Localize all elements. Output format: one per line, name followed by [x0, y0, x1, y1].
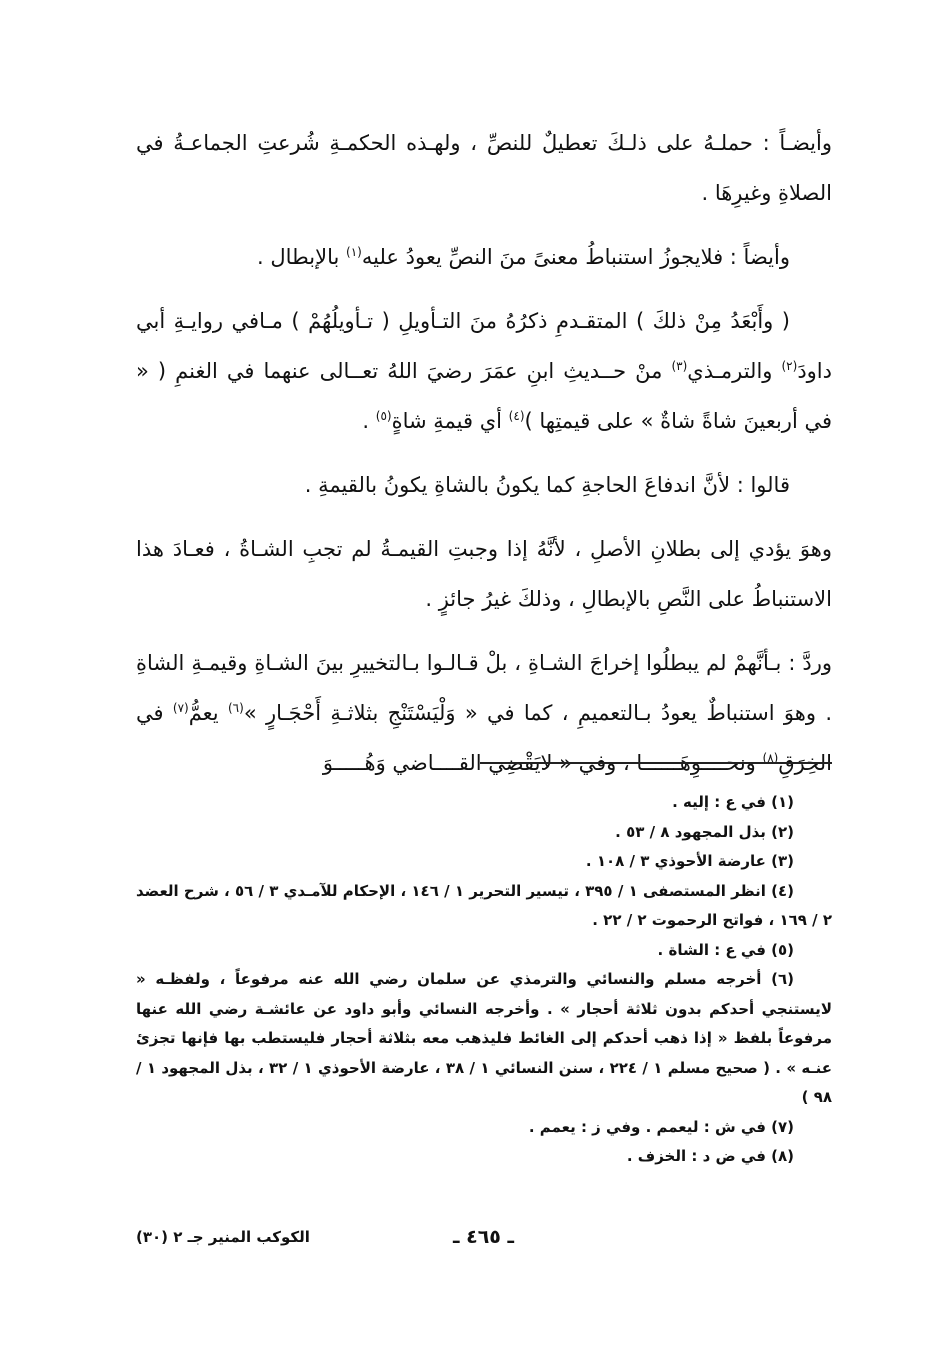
paragraph-text: منْ حــديثِ ابنِ عمَرَ رضيَ اللهُ تعــالى عنهما في الغنمِ ( « في أربعينَ شاةً شاةٌ » على قيمتِها ) — [136, 359, 832, 433]
footnotes — [136, 788, 832, 1172]
footnote-ref[interactable]: (٦) — [227, 701, 244, 715]
paragraph-text: ونحــــوِهَــــــا ، وفي « لايَقْضِي القــــاضي وَهُـــــوَ — [322, 751, 763, 775]
paragraph-text: والترمـذي — [687, 359, 782, 383]
footnote-1: (١) في ع : إليه . — [672, 793, 794, 811]
footnote-3: (٣) عارضة الأحوذي ٣ / ١٠٨ . — [585, 852, 794, 870]
footnote-ref[interactable]: (١) — [346, 245, 362, 259]
book-label: الكوكب المنير جـ ٢ (٣٠) — [136, 1228, 310, 1246]
paragraph-text: . — [362, 409, 376, 433]
paragraph-text: بالإبطال . — [257, 245, 347, 269]
paragraph-4 — [136, 460, 832, 510]
footnote-ref[interactable]: (٤) — [508, 409, 525, 423]
footnote-2: (٢) بذل المجهود ٨ / ٥٣ . — [615, 822, 794, 841]
paragraph-text: قالوا : لأنَّ اندفاعَ الحاجةِ كما يكونُ بالشاةِ يكونُ بالقيمةِ . — [304, 473, 790, 497]
page-number: ـ ٤٦٥ ـ — [452, 1226, 514, 1248]
page-footer — [136, 1226, 832, 1256]
footnote-ref[interactable]: (٥) — [375, 409, 392, 423]
paragraph-1 — [136, 118, 832, 218]
paragraph-6 — [136, 638, 832, 788]
footnote-ref[interactable]: (٣) — [671, 359, 688, 373]
paragraph-3 — [136, 296, 832, 446]
paragraph-text: وأيضـاً : حملـهُ على ذلـكَ تعطيلٌ للنصِّ ، ولهـذه الحكمـةِ شُرعتِ الجماعـةُ في الصلاةِ وغيرِهَا . — [136, 131, 832, 205]
paragraph-text: في الخِرَقِ — [136, 701, 832, 775]
paragraph-text: يعمُّ — [188, 701, 228, 725]
paragraph-text: ( وأَبْعَدُ مِنْ ذلكَ ) المتقـدمِ ذكرُهُ منَ التـأويلِ ( تـأويلُهُمْ ) مـافي روايـةِ أبي داودَ — [136, 309, 832, 383]
footnote-divider — [480, 762, 832, 764]
footnote-5: (٥) في ع : الشاة . — [657, 940, 794, 959]
paragraph-text: أي قيمةِ شاةٍ — [391, 409, 509, 433]
paragraph-text: وأيضاً : فلايجوزُ استنباطُ معنىً منَ النصِّ يعودُ عليه — [361, 245, 790, 269]
paragraph-2 — [136, 232, 832, 282]
footnote-6: (٦) أخرجه مسلم والنسائي والترمذي عن سلمان رضي الله عنه مرفوعاً ، ولفظـه « لايستنجي أحدكم بدون ثلاثة أحجار » . وأخرجه النسائي وأبو داود عن عائشـة رضي الله عنها مرفوعاً بلفظ « إذا ذهب أحدكم إلى الغائط فليذهب معه بثلاثة أحجار فليستطب بها فإنها تجزئ عنـه » . ( صحيح مسلم ١ / ٢٢٤ ، سنن النسائي ١ / ٣٨ ، عارضة الأحوذي ١ / ٣٢ ، بذل المجهود ١ / ٩٨ ) — [136, 970, 832, 1106]
footnote-7: (٧) في ش : ليعمم . وفي ز : يعمم . — [528, 1117, 794, 1136]
paragraph-5 — [136, 524, 832, 624]
main-text — [136, 118, 832, 788]
footnote-4: (٤) انظر المستصفى ١ / ٣٩٥ ، تيسير التحرير ١ / ١٤٦ ، الإحكام للآمـدي ٣ / ٥٦ ، شرح العضد ٢ / ١٦٩ ، فواتح الرحموت ٢ / ٢٢ . — [136, 881, 832, 929]
footnote-ref[interactable]: (٢) — [781, 359, 798, 373]
paragraph-text: وهوَ يؤدي إلى بطلانِ الأصلِ ، لأنَّهُ إذا وجبتِ القيمـةُ لم تجبِ الشـاةُ ، فعـادَ هذا الاستنباطُ على النَّصِ بالإبطالِ ، وذلكَ غيرُ جائزٍ . — [136, 537, 832, 611]
footnote-ref[interactable]: (٧) — [172, 701, 189, 715]
page-body — [136, 118, 832, 802]
footnote-ref[interactable]: (٨) — [762, 751, 779, 765]
paragraph-text: وردَّ : بـأنَّهمْ لم يبطلُوا إخراجَ الشـاةِ ، بلْ قـالـوا بـالتخييرِ بينَ الشـاةِ وقيمـةِ الشاةِ . وهوَ استنباطٌ يعودُ بـالتعميمِ ، كما في « وَلْيَسْتَنْجِ بثلاثـةِ أَحْجَـارٍ » — [136, 651, 832, 725]
footnote-8: (٨) في ض د : الخزف . — [626, 1147, 794, 1165]
